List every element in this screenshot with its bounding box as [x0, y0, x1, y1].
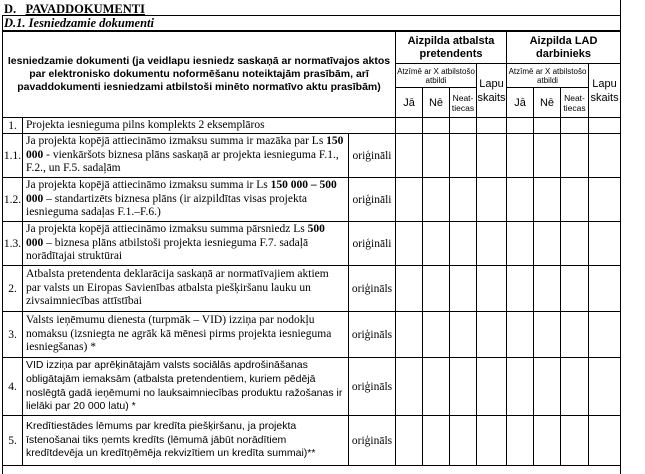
neattiecas-checkbox-lad[interactable]: [561, 266, 589, 312]
ne-checkbox-applicant[interactable]: [423, 134, 450, 178]
lapu-skaits-field-lad[interactable]: [589, 358, 621, 416]
row-number: 1.2.: [3, 178, 23, 222]
ja-checkbox-lad[interactable]: [507, 358, 534, 416]
table-row: [3, 266, 621, 312]
row-description: Kredītiestādes lēmums par kredīta piešķiršanu, ja projekta īstenošanai tiks ņemts kredīts (lēmumā jābūt norādītiem kredītdevēja un kredītņēmēja rekvizītiem un kredīta summai)**: [23, 416, 349, 466]
row-description: Atbalsta pretendenta deklarācija saskaņā ar normatīvajiem aktiem par valsts un Eiropas Savienības atbalsta piešķiršanu lauku un zivsaimniecības attīstībai: [23, 266, 349, 312]
neattiecas-checkbox-lad[interactable]: [561, 118, 589, 134]
lapu-skaits-field-applicant[interactable]: [477, 118, 507, 134]
table-row: [3, 222, 621, 266]
ja-checkbox-applicant[interactable]: [396, 134, 423, 178]
ne-checkbox-applicant[interactable]: [423, 118, 450, 134]
ja-checkbox-lad[interactable]: [507, 312, 534, 358]
table-row: [3, 134, 621, 178]
neattiecas-checkbox-lad[interactable]: [561, 222, 589, 266]
header-ne-lad: Nē: [534, 88, 561, 118]
neattiecas-checkbox-applicant[interactable]: [450, 358, 477, 416]
row-description: VID izziņa par aprēķinātajām valsts sociālās apdrošināšanas obligātajām iemaksām (atbalsta pretendentiem, kuriem pēdējā noslēgtā gadā ieņēmumi no lauksaimniecības produktu ražošanas ir lielāki par 20 000 latu) *: [23, 358, 349, 416]
header-lapu-skaits-applicant: Lapu skaits: [477, 64, 507, 118]
row-document-type: oriģināls: [349, 416, 396, 466]
row-description: [23, 222, 349, 266]
ja-checkbox-lad[interactable]: [507, 134, 534, 178]
row-description: [23, 178, 349, 222]
ja-checkbox-applicant[interactable]: [396, 118, 423, 134]
row-description-amount: 500 000: [26, 223, 325, 249]
ne-checkbox-applicant[interactable]: [423, 312, 450, 358]
neattiecas-checkbox-lad[interactable]: [561, 178, 589, 222]
table-row: [3, 312, 621, 358]
row-description-amount: 150 000 – 500 000: [26, 179, 337, 205]
subsection-title: D.1. Iesniedzamie dokumenti: [4, 16, 155, 30]
ja-checkbox-applicant[interactable]: [396, 416, 423, 466]
neattiecas-checkbox-lad[interactable]: [561, 134, 589, 178]
neattiecas-checkbox-applicant[interactable]: [450, 266, 477, 312]
header-neattiecas-applicant: Neat-tiecas: [450, 88, 477, 118]
header-lapu-skaits-lad: Lapu skaits: [589, 64, 621, 118]
section-title-text: PAVADDOKUMENTI: [25, 2, 145, 16]
lapu-skaits-field-applicant[interactable]: [477, 312, 507, 358]
row-document-type: oriģināli: [349, 178, 396, 222]
neattiecas-checkbox-lad[interactable]: [561, 358, 589, 416]
ja-checkbox-lad[interactable]: [507, 118, 534, 134]
ne-checkbox-applicant[interactable]: [423, 222, 450, 266]
lapu-skaits-field-applicant[interactable]: [477, 358, 507, 416]
lapu-skaits-field-applicant[interactable]: [477, 416, 507, 466]
ne-checkbox-applicant[interactable]: [423, 358, 450, 416]
ja-checkbox-lad[interactable]: [507, 178, 534, 222]
row-description-part: - vienkāršots biznesa plāns saskaņā ar projekta iesnieguma F.1., F.2., un F.5. sadaļām: [26, 148, 339, 175]
row-description-part: – biznesa plāns atbilstoši projekta iesnieguma F.7. sadaļā norādītajai struktūrai: [26, 236, 309, 263]
header-neattiecas-lad: Neat-tiecas: [561, 88, 589, 118]
ne-checkbox-lad[interactable]: [534, 266, 561, 312]
ne-checkbox-lad[interactable]: [534, 416, 561, 466]
neattiecas-checkbox-applicant[interactable]: [450, 118, 477, 134]
header-ne-applicant: Nē: [423, 88, 450, 118]
row-number: 4.: [3, 358, 23, 416]
lapu-skaits-field-lad[interactable]: [589, 118, 621, 134]
row-document-type: oriģināli: [349, 134, 396, 178]
documents-table: [2, 31, 621, 466]
neattiecas-checkbox-applicant[interactable]: [450, 312, 477, 358]
row-document-type: oriģināls: [349, 358, 396, 416]
row-number: 1.: [3, 118, 23, 134]
ne-checkbox-applicant[interactable]: [423, 416, 450, 466]
header-group-applicant: Aizpilda atbalsta pretendents: [396, 32, 507, 64]
lapu-skaits-field-lad[interactable]: [589, 416, 621, 466]
lapu-skaits-field-lad[interactable]: [589, 178, 621, 222]
ja-checkbox-lad[interactable]: [507, 416, 534, 466]
ja-checkbox-applicant[interactable]: [396, 266, 423, 312]
row-document-type: oriģināli: [349, 222, 396, 266]
row-document-type: oriģināls: [349, 266, 396, 312]
ja-checkbox-applicant[interactable]: [396, 222, 423, 266]
table-row: [3, 416, 621, 466]
header-group-lad: Aizpilda LAD darbinieks: [507, 32, 621, 64]
lapu-skaits-field-lad[interactable]: [589, 134, 621, 178]
lapu-skaits-field-lad[interactable]: [589, 222, 621, 266]
section-label: D.: [4, 2, 17, 16]
ne-checkbox-lad[interactable]: [534, 312, 561, 358]
row-number: 3.: [3, 312, 23, 358]
row-number: 1.3.: [3, 222, 23, 266]
table-row: [3, 358, 621, 416]
lapu-skaits-field-applicant[interactable]: [477, 266, 507, 312]
row-description-part: Ja projekta kopējā attiecināmo izmaksu summa ir Ls: [26, 179, 271, 192]
row-number: 1.1.: [3, 134, 23, 178]
row-description-part: Ja projekta kopējā attiecināmo izmaksu summa pārsniedz Ls: [26, 223, 308, 236]
ja-checkbox-applicant[interactable]: [396, 178, 423, 222]
row-number: 5.: [3, 416, 23, 466]
lapu-skaits-field-applicant[interactable]: [477, 178, 507, 222]
ja-checkbox-lad[interactable]: [507, 266, 534, 312]
neattiecas-checkbox-applicant[interactable]: [450, 134, 477, 178]
neattiecas-checkbox-applicant[interactable]: [450, 222, 477, 266]
header-mark-note-applicant: Atzīmē ar X atbilstošo atbildi: [396, 64, 477, 88]
lapu-skaits-field-applicant[interactable]: [477, 222, 507, 266]
header-main: Iesniedzamie dokumenti (ja veidlapu iesniedz saskaņā ar normatīvajos aktos par elektronisko dokumentu noformēšanu noteiktajām prasībām, arī pavaddokumenti iesniedzami atbilstoši minēto normatīvo aktu prasībām): [3, 32, 396, 118]
ne-checkbox-lad[interactable]: [534, 358, 561, 416]
ne-checkbox-lad[interactable]: [534, 134, 561, 178]
neattiecas-checkbox-applicant[interactable]: [450, 416, 477, 466]
neattiecas-checkbox-lad[interactable]: [561, 312, 589, 358]
ne-checkbox-applicant[interactable]: [423, 178, 450, 222]
row-description-part: – standartizēts biznesa plāns (ir aizpildītas visas projekta iesnieguma sadaļas F.1.–F.6.): [26, 192, 308, 219]
row-description-part: Ja projekta kopējā attiecināmo izmaksu summa ir mazāka par Ls: [26, 135, 327, 148]
lapu-skaits-field-applicant[interactable]: [477, 134, 507, 178]
ne-checkbox-lad[interactable]: [534, 118, 561, 134]
lapu-skaits-field-lad[interactable]: [589, 312, 621, 358]
header-ja-lad: Jā: [507, 88, 534, 118]
row-description: Valsts ieņēmumu dienesta (turpmāk – VID) izziņa par nodokļu nomaksu (izsniegta ne agrāk kā mēnesi pirms projekta iesnieguma iesniegšanas) *: [23, 312, 349, 358]
lapu-skaits-field-lad[interactable]: [589, 266, 621, 312]
ja-checkbox-lad[interactable]: [507, 222, 534, 266]
row-document-type: oriģināls: [349, 312, 396, 358]
ne-checkbox-applicant[interactable]: [423, 266, 450, 312]
row-number: 2.: [3, 266, 23, 312]
row-description: [23, 134, 349, 178]
row-description-amount: 150 000: [26, 135, 344, 161]
ne-checkbox-lad[interactable]: [534, 222, 561, 266]
header-ja-applicant: Jā: [396, 88, 423, 118]
table-row: [3, 178, 621, 222]
neattiecas-checkbox-lad[interactable]: [561, 416, 589, 466]
ne-checkbox-lad[interactable]: [534, 178, 561, 222]
neattiecas-checkbox-applicant[interactable]: [450, 178, 477, 222]
ja-checkbox-applicant[interactable]: [396, 312, 423, 358]
row-description: Projekta iesnieguma pilns komplekts 2 eksemplāros: [23, 118, 396, 134]
table-row: [3, 118, 621, 134]
header-mark-note-lad: Atzīmē ar X atbilstošo atbildi: [507, 64, 589, 88]
ja-checkbox-applicant[interactable]: [396, 358, 423, 416]
